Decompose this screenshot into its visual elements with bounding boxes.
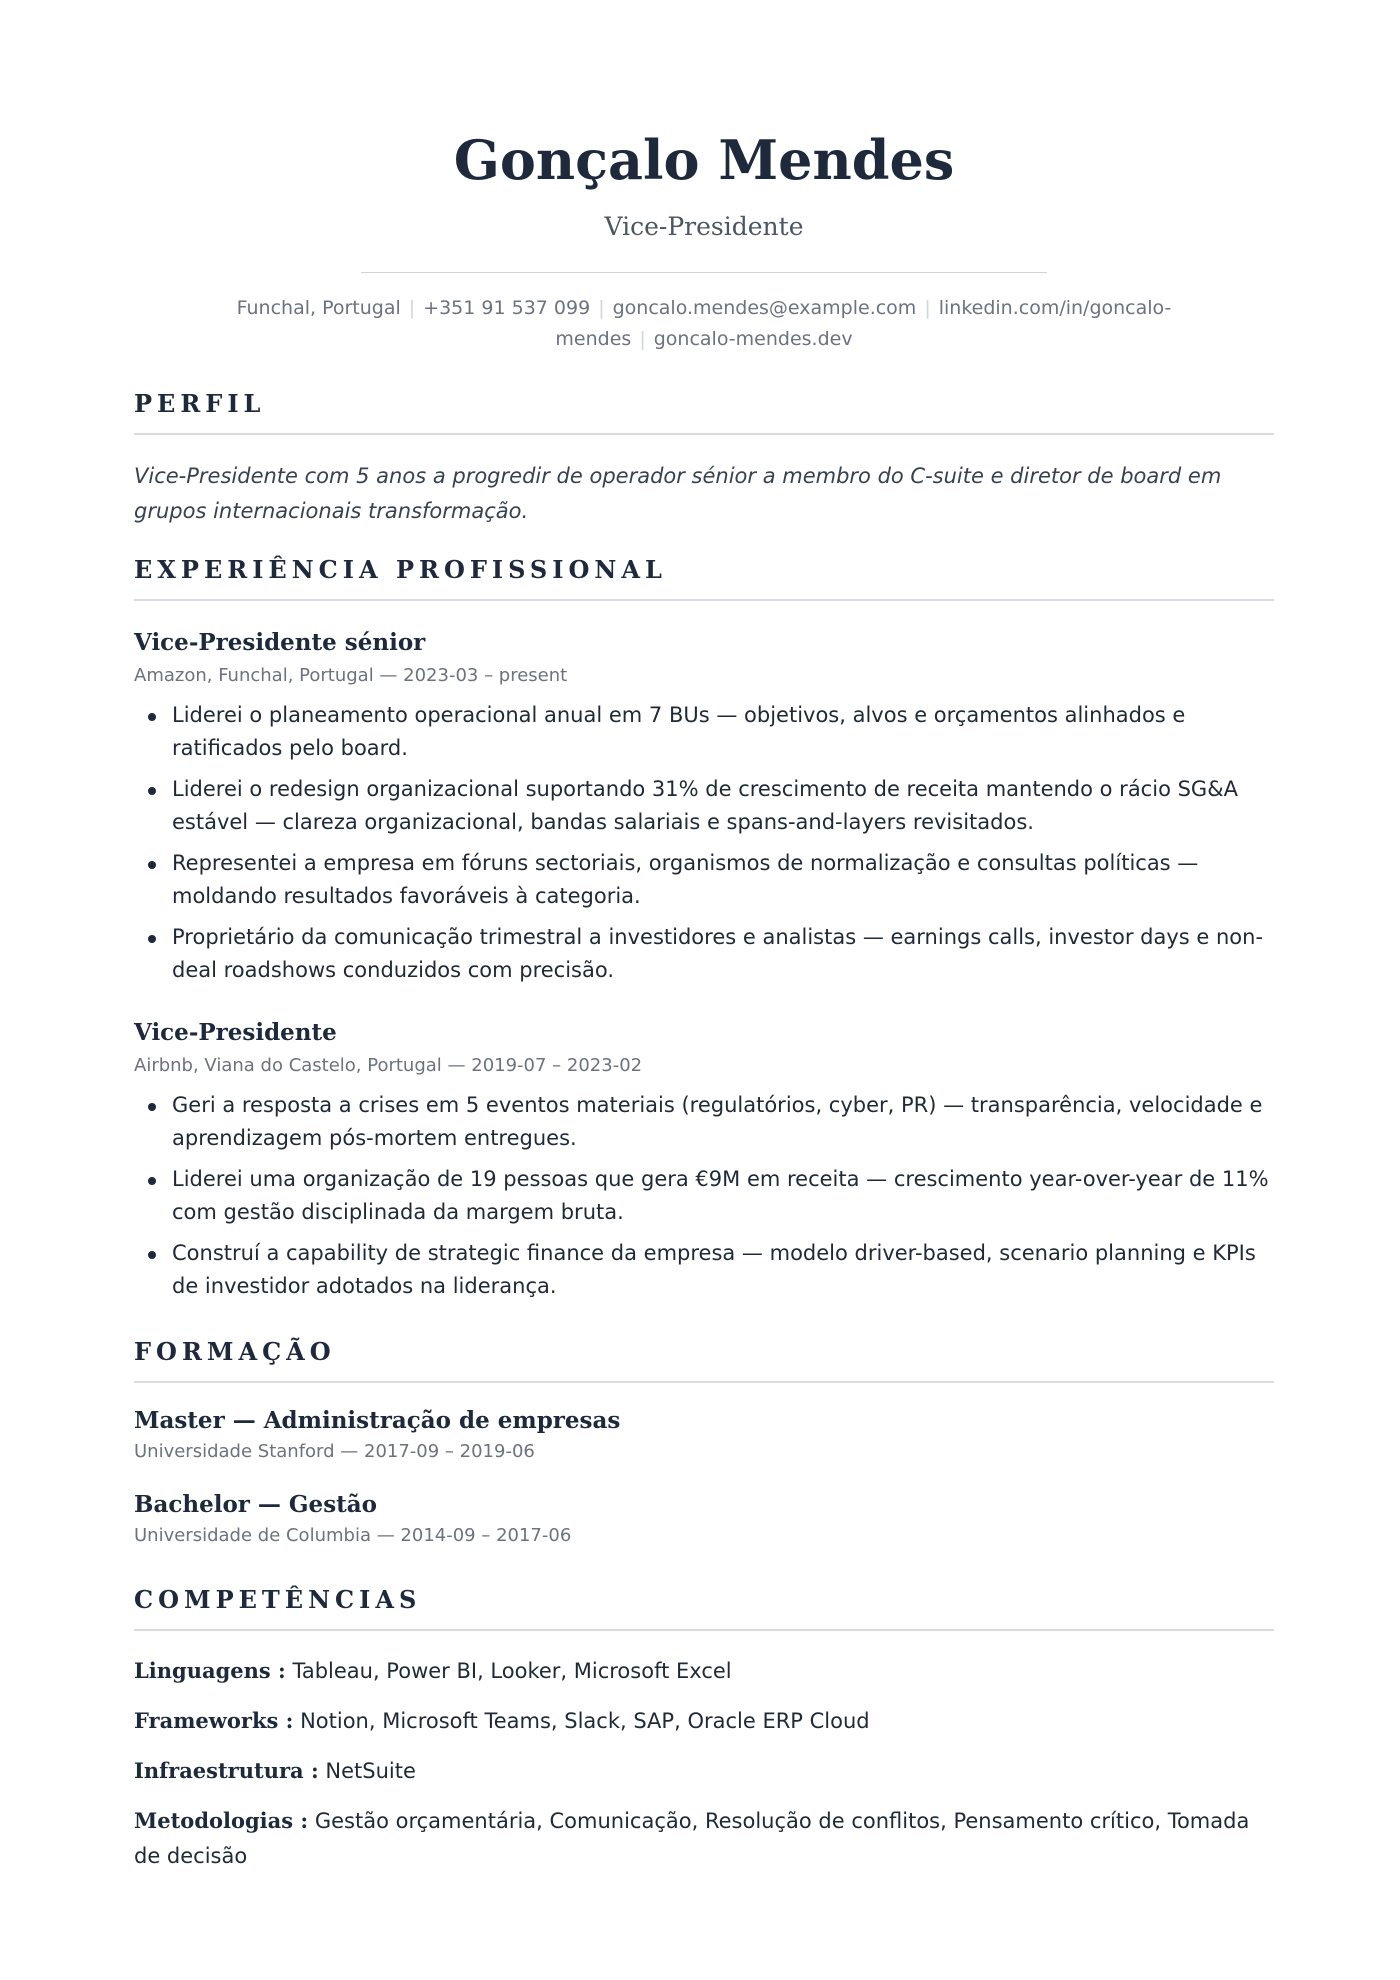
- experience-section: [134, 555, 1274, 1303]
- profile-section: [134, 389, 1274, 529]
- job-bullet: Proprietário da comunicação trimestral a investidores e analistas — earnings calls, investor days e non-deal roadshows conduzidos com precisão.: [172, 921, 1274, 987]
- skill-label: Frameworks :: [134, 1708, 294, 1733]
- experience-heading: EXPERIÊNCIA PROFISSIONAL: [134, 555, 1274, 601]
- job-meta: Amazon, Funchal, Portugal — 2023-03 – present: [134, 665, 568, 686]
- contact-location: Funchal, Portugal: [236, 297, 401, 319]
- profile-heading: PERFIL: [134, 389, 1274, 435]
- job-entry: [134, 1017, 1274, 1303]
- education-meta: Universidade Stanford — 2017-09 – 2019-06: [134, 1441, 535, 1462]
- skill-row: [134, 1753, 1274, 1789]
- contact-separator: |: [639, 328, 646, 350]
- skill-row: [134, 1703, 1274, 1739]
- skills-list: [134, 1653, 1274, 1874]
- contact-phone[interactable]: +351 91 537 099: [423, 297, 591, 319]
- skill-row: [134, 1653, 1274, 1689]
- resume-header: [134, 118, 1274, 355]
- skills-heading: COMPETÊNCIAS: [134, 1585, 1274, 1631]
- job-bullet: Liderei uma organização de 19 pessoas que gera €9M em receita — crescimento year-over-year de 11% com gestão disciplinada da margem bruta.: [172, 1163, 1274, 1229]
- contact-separator: |: [924, 297, 931, 319]
- header-divider: [361, 272, 1047, 273]
- job-bullet: Geri a resposta a crises em 5 eventos materiais (regulatórios, cyber, PR) — transparência, velocidade e aprendizagem pós-mortem entregues.: [172, 1089, 1274, 1155]
- skill-value: Notion, Microsoft Teams, Slack, SAP, Oracle ERP Cloud: [300, 1709, 870, 1733]
- job-role: Vice-Presidente sénior: [134, 629, 426, 656]
- job-bullet: Construí a capability de strategic finance da empresa — modelo driver-based, scenario planning e KPIs de investidor adotados na liderança.: [172, 1237, 1274, 1303]
- education-heading: FORMAÇÃO: [134, 1337, 1274, 1383]
- candidate-name: Gonçalo Mendes: [453, 128, 955, 192]
- contact-email[interactable]: goncalo.mendes@example.com: [612, 297, 917, 319]
- education-degree: Master — Administração de empresas: [134, 1407, 621, 1434]
- contact-linkedin[interactable]: linkedin.com/in/goncalo-mendes: [555, 297, 1172, 350]
- skill-label: Linguagens :: [134, 1658, 286, 1683]
- contact-website[interactable]: goncalo-mendes.dev: [653, 328, 853, 350]
- contact-line: [134, 293, 1274, 355]
- contact-separator: |: [408, 297, 416, 319]
- job-entry: [134, 627, 1274, 987]
- job-bullet: Liderei o planeamento operacional anual em 7 BUs — objetivos, alvos e orçamentos alinhados e ratificados pelo board.: [172, 699, 1274, 765]
- contact-separator: |: [598, 297, 605, 319]
- job-bullets: [134, 1089, 1274, 1303]
- job-bullet: Liderei o redesign organizacional suportando 31% de crescimento de receita mantendo o rácio SG&A estável — clareza organizacional, bandas salariais e spans-and-layers revisitados.: [172, 773, 1274, 839]
- education-degree: Bachelor — Gestão: [134, 1491, 378, 1518]
- job-bullet: Representei a empresa em fóruns sectoriais, organismos de normalização e consultas políticas — moldando resultados favoráveis à categoria.: [172, 847, 1274, 913]
- skill-value: Gestão orçamentária, Comunicação, Resolução de conflitos, Pensamento crítico, Tomada de decisão: [134, 1809, 1250, 1868]
- education-section: [134, 1337, 1274, 1551]
- profile-summary: Vice-Presidente com 5 anos a progredir de operador sénior a membro do C-suite e diretor de board em grupos internacionais transformação.: [134, 464, 1222, 523]
- education-entry: [134, 1405, 1274, 1467]
- resume-page: [134, 118, 1274, 1888]
- candidate-headline: Vice-Presidente: [604, 212, 804, 241]
- skill-label: Metodologias :: [134, 1808, 309, 1833]
- skill-label: Infraestrutura :: [134, 1758, 319, 1783]
- skill-value: Tableau, Power BI, Looker, Microsoft Excel: [292, 1659, 732, 1683]
- job-meta: Airbnb, Viana do Castelo, Portugal — 2019-07 – 2023-02: [134, 1055, 643, 1076]
- education-meta: Universidade de Columbia — 2014-09 – 2017-06: [134, 1525, 572, 1546]
- job-role: Vice-Presidente: [134, 1019, 337, 1046]
- education-entry: [134, 1489, 1274, 1551]
- skills-section: [134, 1585, 1274, 1874]
- job-bullets: [134, 699, 1274, 987]
- skill-value: NetSuite: [325, 1759, 416, 1783]
- skill-row: [134, 1803, 1274, 1874]
